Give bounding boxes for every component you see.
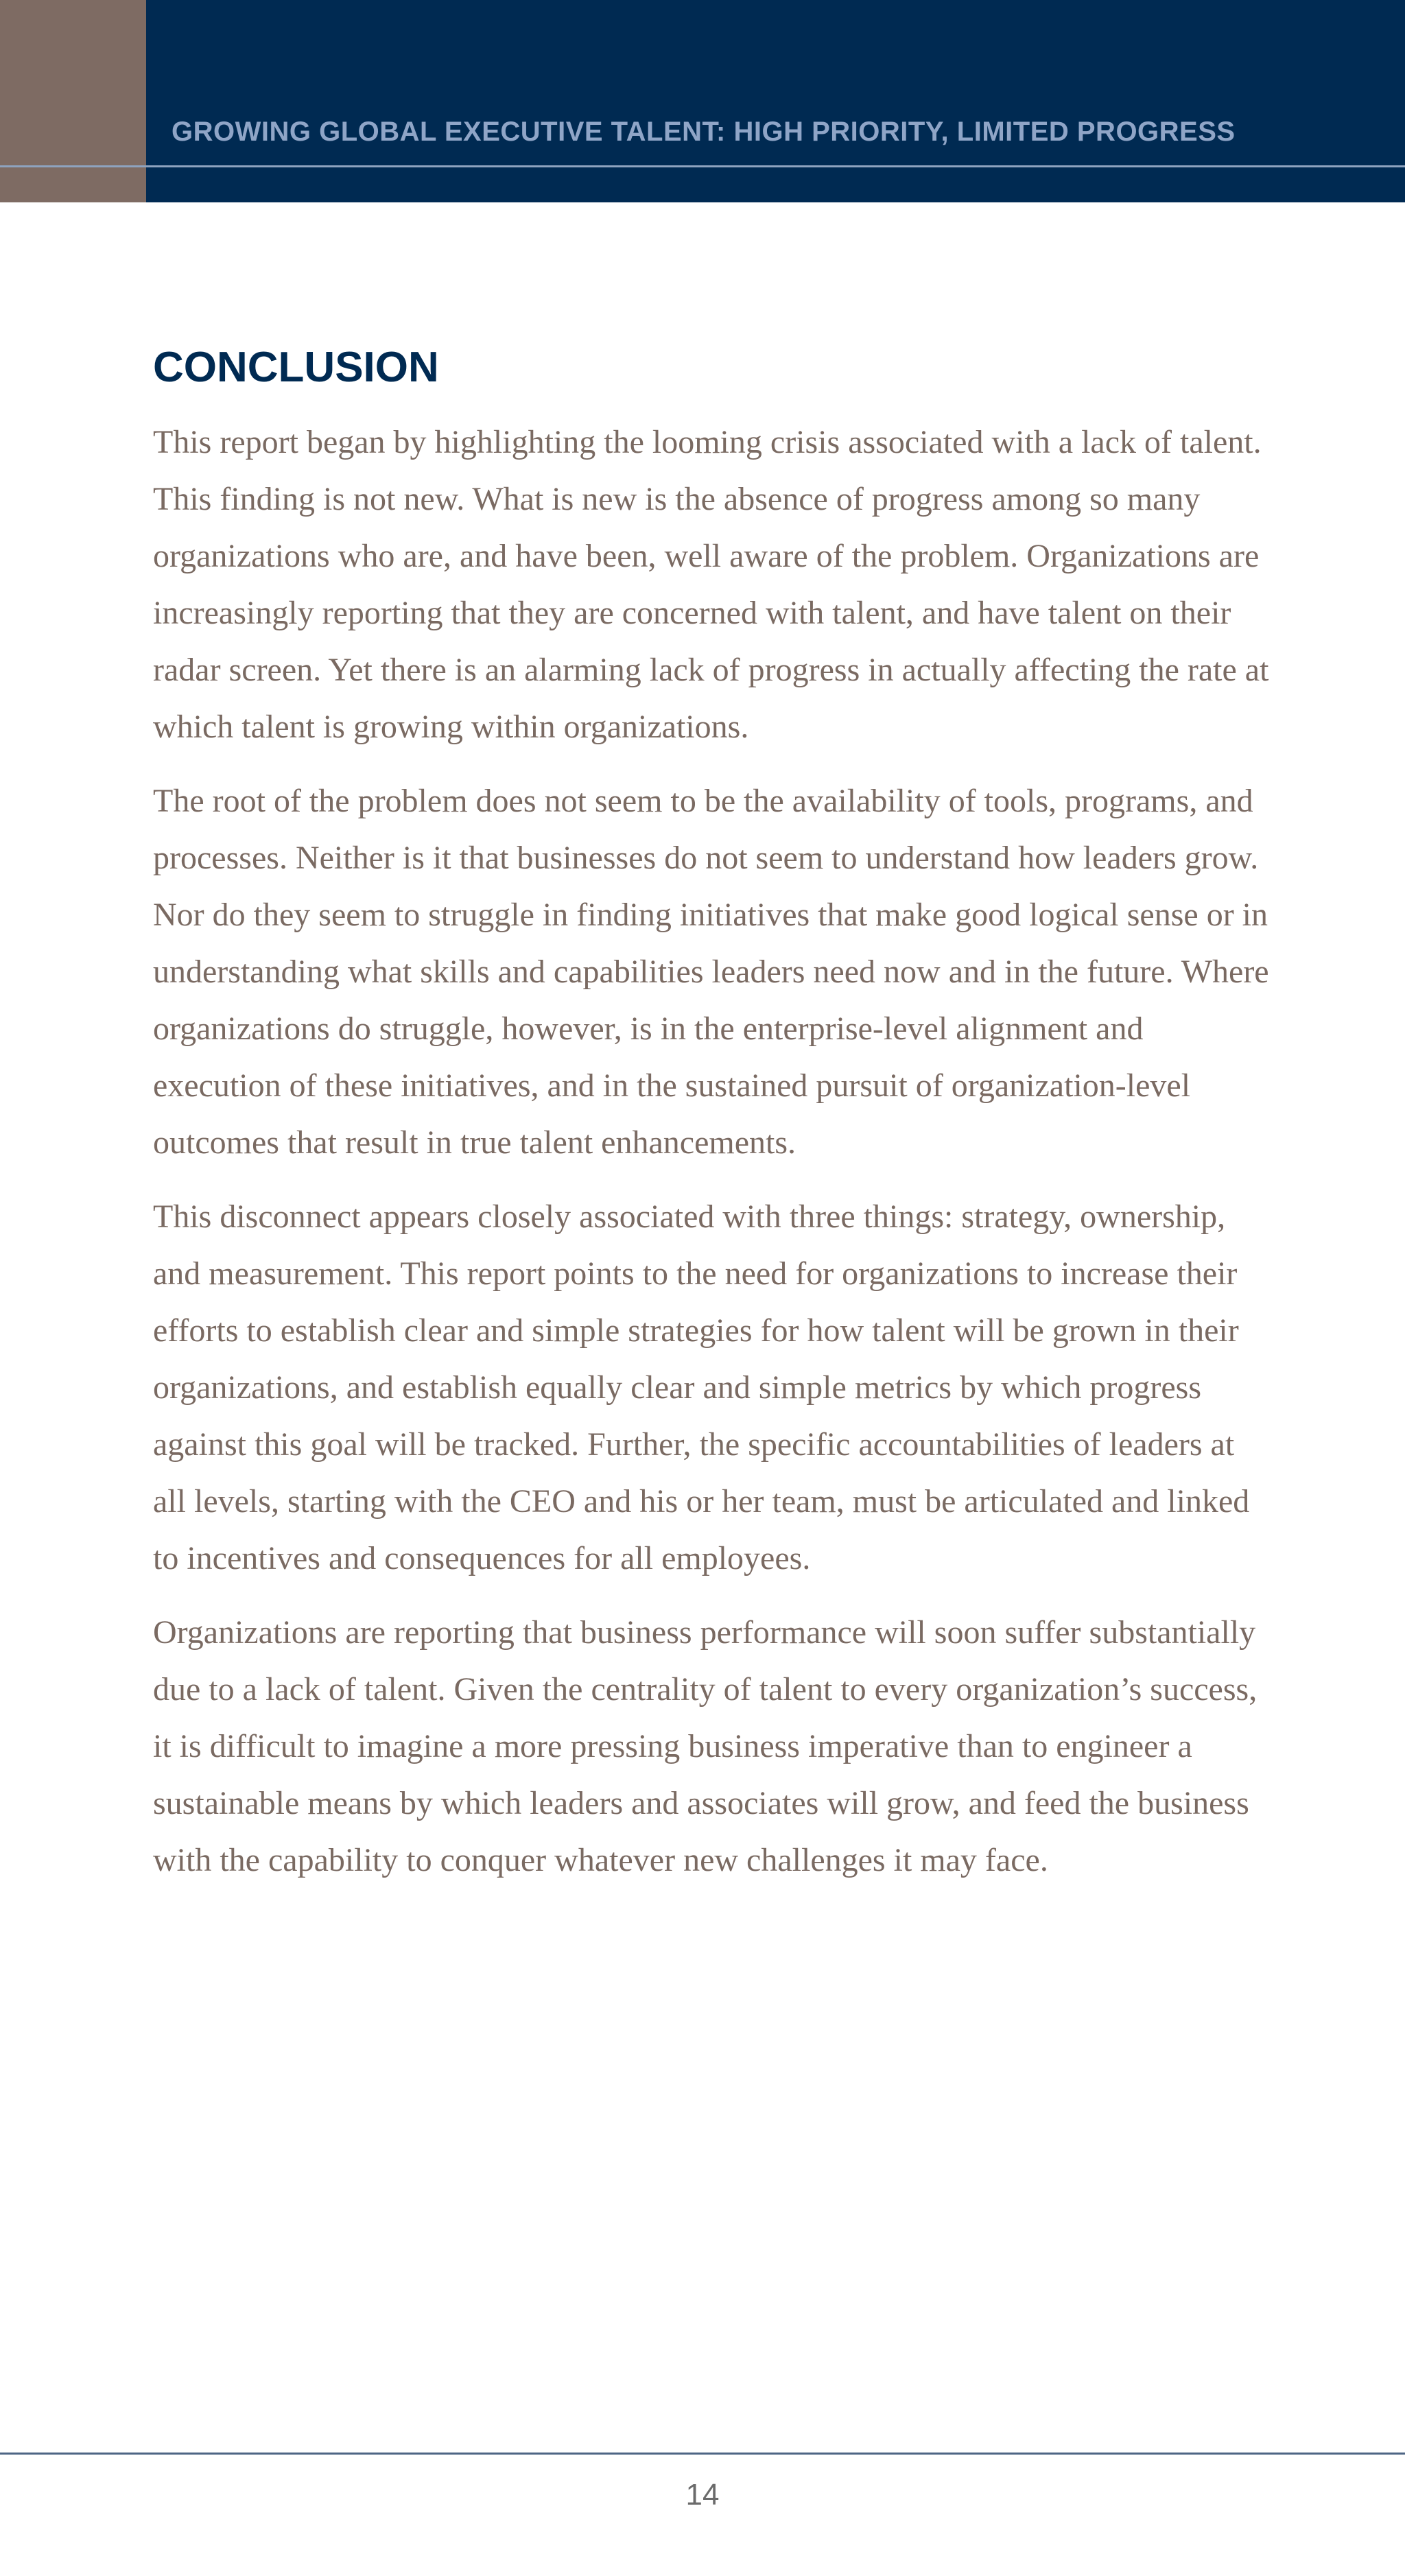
section-heading: CONCLUSION <box>153 344 439 391</box>
running-header-title: GROWING GLOBAL EXECUTIVE TALENT: HIGH PRIORITY, LIMITED PROGRESS <box>172 117 1236 147</box>
paragraph: This report began by highlighting the looming crisis associated with a lack of talent. This finding is not new. What is new is the absence of progress among so many organizations who are, and have been, well aware of the problem. Organizations are increasingly reporting that they are concerned with talent, and have talent on their radar screen. Yet there is an alarming lack of progress in actually affecting the rate at which talent is growing within organizations. <box>153 424 1269 745</box>
header-rule <box>0 165 1405 167</box>
page-number: 14 <box>685 2478 720 2512</box>
footer-rule <box>0 2453 1405 2455</box>
paragraph: The root of the problem does not seem to be the availability of tools, programs, and processes. Neither is it that businesses do not seem to understand how leaders grow. Nor do they seem to struggle in finding initiatives that make good logical sense or in understanding what skills and capabilities leaders need now and in the future. Where organizations do struggle, however, is in the enterprise-level alignment and execution of these initiatives, and in the sustained pursuit of organization-level outcomes that result in true talent enhancements. <box>153 783 1269 1161</box>
paragraph: This disconnect appears closely associated with three things: strategy, ownership, and measurement. This report points to the need for organizations to increase their efforts to establish clear and simple strategies for how talent will be grown in their organizations, and establish equally clear and simple metrics by which progress against this goal will be tracked. Further, the specific accountabilities of leaders at all levels, starting with the CEO and his or her team, must be articulated and linked to incentives and consequences for all employees. <box>153 1198 1250 1576</box>
paragraph: Organizations are reporting that business performance will soon suffer substantially due to a lack of talent. Given the centrality of talent to every organization’s success, it is difficult to imagine a more pressing business imperative than to engineer a sustainable means by which leaders and associates will grow, and feed the business with the capability to conquer whatever new challenges it may face. <box>153 1614 1258 1878</box>
header-band <box>0 0 1405 202</box>
body-text <box>153 414 1271 1906</box>
header-accent-block <box>0 0 146 202</box>
